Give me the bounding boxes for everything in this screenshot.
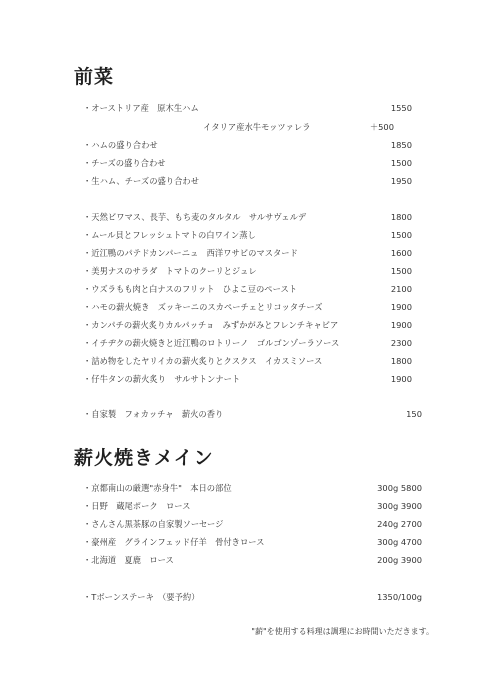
menu-item-prosciutto [0, 101, 496, 115]
menu-item-name: ・京都南山の厳選"赤身牛" 本日の部位 [83, 483, 232, 493]
menu-item-price: ＋500 [369, 122, 394, 132]
menu-item-price: 1500 [390, 158, 412, 168]
menu-item-name: ・ムール貝とフレッシュトマトの白ワイン蒸し [83, 230, 256, 240]
menu-item-biwamasu-tartare [0, 210, 496, 224]
menu-item-name: ・生ハム、チーズの盛り合わせ [83, 176, 199, 186]
menu-item-focaccia [0, 407, 496, 421]
menu-item-cheese-platter [0, 156, 496, 170]
menu-item-price: 200g 3900 [377, 555, 422, 565]
menu-item-name: ・Tボーンステーキ （要予約） [83, 592, 200, 602]
menu-item-ham-platter [0, 138, 496, 152]
menu-item-fig-rotolino [0, 336, 496, 350]
grill-main-heading: 薪火焼きメイン [74, 447, 214, 469]
menu-item-name: ・オーストリア産 原木生ハム [83, 103, 199, 113]
menu-item-name: ・カンパチの薪火炙りカルパッチョ みずかがみとフレンチキャビア [83, 320, 339, 330]
appetizer-heading: 前菜 [74, 66, 115, 88]
menu-item-name: ・天然ビワマス、長芋、もち麦のタルタル サルサヴェルデ [83, 212, 307, 222]
menu-item-price: 1500 [390, 230, 412, 240]
menu-item-price: 1850 [390, 140, 412, 150]
menu-item-price: 1350/100g [376, 592, 422, 602]
menu-item-name: ・チーズの盛り合わせ [83, 158, 166, 168]
menu-item-name: ・日野 蔵尾ポーク ロース [83, 501, 191, 511]
menu-item-sausage [0, 517, 496, 531]
menu-item-duck-pate [0, 246, 496, 260]
menu-item-name: ・イチヂクの薪火焼きと近江鴨のロトリーノ ゴルゴンゾーラソース [83, 338, 340, 348]
menu-item-price: 300g 3900 [377, 501, 422, 511]
cooking-time-note: "薪"を使用する料理は調理にお時間いただきます。 [251, 627, 434, 636]
menu-item-kanpachi-carpaccio [0, 318, 496, 332]
menu-item-venison [0, 553, 496, 567]
menu-item-price: 240g 2700 [377, 519, 422, 529]
menu-item-price: 1800 [390, 212, 412, 222]
menu-item-price: 1900 [390, 302, 412, 312]
menu-item-name: ・ハモの薪火焼き ズッキーニのスカペーチェとリコッタチーズ [83, 302, 323, 312]
menu-item-name: ・仔牛タンの薪火炙り サルサトンナート [83, 374, 241, 384]
menu-item-name: ・自家製 フォカッチャ 薪火の香り [83, 409, 224, 419]
menu-item-price: 300g 4700 [377, 537, 422, 547]
menu-item-name: ・ウズラもも肉と白ナスのフリット ひよこ豆のペースト [83, 284, 298, 294]
menu-item-price: 1500 [390, 266, 412, 276]
menu-item-price: 1900 [390, 374, 412, 384]
menu-item-hamo [0, 300, 496, 314]
menu-item-price: 1800 [390, 356, 412, 366]
menu-item-name: ・近江鴨のパテドカンパーニュ 西洋ワサビのマスタード [83, 248, 298, 258]
menu-item-name: イタリア産水牛モッツァレラ [203, 122, 311, 132]
menu-item-akami-beef [0, 481, 496, 495]
menu-item-quail-fritto [0, 282, 496, 296]
menu-item-price: 2100 [390, 284, 412, 294]
menu-item-price: 1900 [390, 320, 412, 330]
menu-item-eggplant-salad [0, 264, 496, 278]
menu-item-t-bone [0, 590, 496, 604]
menu-item-ham-cheese-platter [0, 174, 496, 188]
menu-item-price: 1950 [390, 176, 412, 186]
menu-item-name: ・ハムの盛り合わせ [83, 140, 158, 150]
menu-item-price: 1600 [390, 248, 412, 258]
menu-item-name: ・詰め物をしたヤリイカの薪火炙りとクスクス イカスミソース [83, 356, 323, 366]
menu-item-mozzarella-option [0, 120, 496, 134]
menu-item-kurao-pork [0, 499, 496, 513]
menu-item-squid-couscous [0, 354, 496, 368]
menu-item-veal-tongue [0, 372, 496, 386]
menu-item-name: ・北海道 夏鹿 ロース [83, 555, 174, 565]
menu-item-price: 1550 [390, 103, 412, 113]
menu-item-lamb-rack [0, 535, 496, 549]
menu-item-name: ・美男ナスのサラダ トマトのクーリとジュレ [83, 266, 257, 276]
menu-item-name: ・さんさん黒茶豚の自家製ソーセージ [83, 519, 224, 529]
menu-item-price: 300g 5800 [377, 483, 422, 493]
menu-item-price: 150 [406, 409, 422, 419]
menu-item-mussels [0, 228, 496, 242]
menu-item-name: ・豪州産 グラインフェッド仔羊 骨付きロース [83, 537, 265, 547]
menu-item-price: 2300 [390, 338, 412, 348]
